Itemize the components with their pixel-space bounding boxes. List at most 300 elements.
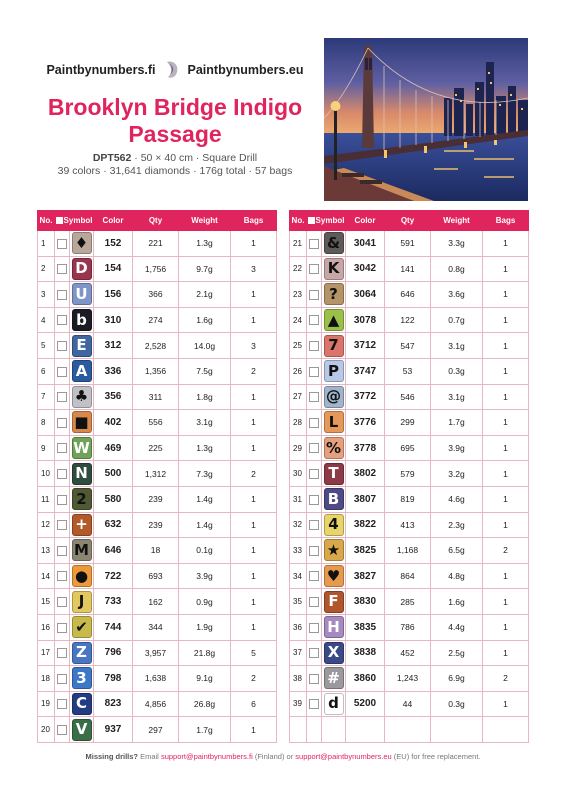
row-checkbox-cell[interactable] <box>55 307 70 333</box>
qty: 556 <box>133 410 179 436</box>
qty: 1,312 <box>133 461 179 487</box>
row-number: 38 <box>290 666 307 692</box>
row-number: 30 <box>290 461 307 487</box>
qty: 1,243 <box>385 666 431 692</box>
weight: 2.5g <box>431 640 483 666</box>
qty: 547 <box>385 333 431 359</box>
color-symbol: d <box>324 693 344 715</box>
table-body <box>38 231 277 743</box>
color-symbol: # <box>324 667 344 689</box>
color-code: 3838 <box>346 640 385 666</box>
qty: 239 <box>133 486 179 512</box>
weight: 3.3g <box>431 231 483 257</box>
row-checkbox[interactable] <box>309 469 319 479</box>
bags: 1 <box>483 691 529 717</box>
row-checkbox-cell[interactable] <box>307 256 322 282</box>
row-checkbox[interactable] <box>57 520 67 530</box>
color-symbol: ♥ <box>324 565 344 587</box>
row-checkbox[interactable] <box>309 443 319 453</box>
row-checkbox-cell[interactable] <box>307 486 322 512</box>
color-code: 3776 <box>346 410 385 436</box>
weight: 0.3g <box>431 691 483 717</box>
symbol-cell <box>70 614 94 640</box>
row-checkbox-cell[interactable] <box>55 640 70 666</box>
qty: 285 <box>385 589 431 615</box>
row-checkbox[interactable] <box>309 597 319 607</box>
row-checkbox[interactable] <box>309 315 319 325</box>
table-row <box>38 435 277 461</box>
row-checkbox-cell[interactable] <box>307 231 322 257</box>
color-symbol: M <box>72 539 92 561</box>
table-row <box>38 410 277 436</box>
bags: 2 <box>231 358 277 384</box>
color-symbol: & <box>324 232 344 254</box>
symbol-cell <box>322 589 346 615</box>
row-checkbox[interactable] <box>57 315 67 325</box>
symbol-cell <box>322 282 346 308</box>
table-row <box>38 512 277 538</box>
row-checkbox[interactable] <box>309 367 319 377</box>
weight: 1.6g <box>179 307 231 333</box>
color-code: 3078 <box>346 307 385 333</box>
bags: 2 <box>231 666 277 692</box>
brand-logo-icon <box>164 60 180 80</box>
row-checkbox-cell[interactable] <box>55 435 70 461</box>
symbol-cell <box>322 512 346 538</box>
table-row <box>290 461 529 487</box>
color-code: 733 <box>94 589 133 615</box>
symbol-cell <box>322 666 346 692</box>
weight: 1.6g <box>431 589 483 615</box>
table-row <box>38 717 277 743</box>
row-checkbox-cell[interactable] <box>55 614 70 640</box>
table-row <box>290 717 529 743</box>
color-code: 312 <box>94 333 133 359</box>
bags: 1 <box>231 589 277 615</box>
row-checkbox[interactable] <box>309 418 319 428</box>
page-title: Brooklyn Bridge Indigo Passage <box>47 94 303 147</box>
row-checkbox[interactable] <box>57 264 67 274</box>
weight: 1.4g <box>179 512 231 538</box>
row-checkbox-cell[interactable] <box>55 538 70 564</box>
symbol-cell <box>322 486 346 512</box>
email-link-fi[interactable]: support@paintbynumbers.fi <box>160 752 253 761</box>
col-weight: Weight <box>431 211 483 231</box>
bags: 1 <box>483 461 529 487</box>
color-table-left <box>37 210 277 743</box>
color-code: 3827 <box>346 563 385 589</box>
bags: 2 <box>483 538 529 564</box>
color-symbol: P <box>324 360 344 382</box>
table-row <box>290 435 529 461</box>
bags: 1 <box>483 231 529 257</box>
table-row <box>38 614 277 640</box>
symbol-cell <box>322 461 346 487</box>
row-checkbox-cell[interactable] <box>55 461 70 487</box>
row-checkbox[interactable] <box>57 597 67 607</box>
qty: 695 <box>385 435 431 461</box>
table-body <box>290 231 529 743</box>
weight: 21.8g <box>179 640 231 666</box>
symbol-cell <box>70 307 94 333</box>
color-code: 152 <box>94 231 133 257</box>
color-symbol: 4 <box>324 514 344 536</box>
symbol-cell <box>322 231 346 257</box>
row-checkbox[interactable] <box>57 648 67 658</box>
qty: 1,356 <box>133 358 179 384</box>
row-checkbox-cell[interactable] <box>307 333 322 359</box>
color-symbol: @ <box>324 386 344 408</box>
brand-row <box>30 60 320 80</box>
table-row <box>38 307 277 333</box>
row-checkbox-cell[interactable] <box>307 640 322 666</box>
weight: 3.1g <box>431 384 483 410</box>
row-number: 19 <box>38 691 55 717</box>
row-checkbox[interactable] <box>309 264 319 274</box>
color-code: 154 <box>94 256 133 282</box>
row-number: 23 <box>290 282 307 308</box>
weight: 2.1g <box>179 282 231 308</box>
color-symbol: B <box>324 488 344 510</box>
row-checkbox[interactable] <box>309 623 319 633</box>
symbol-cell <box>322 717 346 743</box>
table-row <box>290 384 529 410</box>
col-qty: Qty <box>133 211 179 231</box>
row-checkbox[interactable] <box>309 341 319 351</box>
bags: 1 <box>483 435 529 461</box>
qty: 646 <box>385 282 431 308</box>
row-checkbox[interactable] <box>57 392 67 402</box>
color-code: 156 <box>94 282 133 308</box>
bags: 1 <box>483 614 529 640</box>
row-checkbox[interactable] <box>309 571 319 581</box>
symbol-cell <box>322 614 346 640</box>
row-number: 20 <box>38 717 55 743</box>
symbol-cell <box>322 538 346 564</box>
bags: 1 <box>483 333 529 359</box>
row-checkbox-cell[interactable] <box>55 384 70 410</box>
row-checkbox[interactable] <box>309 392 319 402</box>
row-number: 33 <box>290 538 307 564</box>
bags: 1 <box>231 486 277 512</box>
table-row <box>290 691 529 717</box>
row-checkbox-cell[interactable] <box>307 512 322 538</box>
color-code: 937 <box>94 717 133 743</box>
symbol-cell <box>322 563 346 589</box>
row-number: 4 <box>38 307 55 333</box>
row-checkbox-cell[interactable] <box>307 384 322 410</box>
table-row <box>290 666 529 692</box>
qty: 2,528 <box>133 333 179 359</box>
color-code: 722 <box>94 563 133 589</box>
row-checkbox-cell[interactable] <box>55 333 70 359</box>
row-checkbox-cell[interactable] <box>55 410 70 436</box>
row-number: 24 <box>290 307 307 333</box>
col-symbol <box>307 211 346 231</box>
bags: 1 <box>483 282 529 308</box>
color-symbol: X <box>324 642 344 664</box>
table-row <box>290 307 529 333</box>
row-checkbox[interactable] <box>309 520 319 530</box>
row-checkbox-cell[interactable] <box>307 563 322 589</box>
row-number: 21 <box>290 231 307 257</box>
col-no: No. <box>38 211 55 231</box>
row-checkbox[interactable] <box>57 495 67 505</box>
symbol-cell <box>70 589 94 615</box>
product-image <box>324 38 528 201</box>
row-checkbox-cell[interactable] <box>307 435 322 461</box>
symbol-cell <box>70 538 94 564</box>
symbol-cell <box>322 691 346 717</box>
row-number: 37 <box>290 640 307 666</box>
symbol-cell <box>70 666 94 692</box>
symbol-cell <box>70 410 94 436</box>
row-checkbox[interactable] <box>57 239 67 249</box>
color-symbol: U <box>72 283 92 305</box>
col-color: Color <box>94 211 133 231</box>
symbol-cell <box>70 333 94 359</box>
table-row <box>290 563 529 589</box>
qty: 1,638 <box>133 666 179 692</box>
weight: 1.4g <box>179 486 231 512</box>
email-link-eu[interactable]: support@paintbynumbers.eu <box>295 752 392 761</box>
row-number <box>290 717 307 743</box>
color-symbol: A <box>72 360 92 382</box>
brand-fi[interactable]: Paintbynumbers.fi <box>46 63 156 77</box>
table-row <box>38 691 277 717</box>
row-checkbox-cell[interactable] <box>55 691 70 717</box>
row-checkbox-cell[interactable] <box>55 512 70 538</box>
weight: 3.6g <box>431 282 483 308</box>
symbol-cell <box>70 384 94 410</box>
color-code: 3825 <box>346 538 385 564</box>
qty: 579 <box>385 461 431 487</box>
symbol-cell <box>322 410 346 436</box>
table-row <box>38 589 277 615</box>
row-checkbox-cell[interactable] <box>307 282 322 308</box>
row-number: 26 <box>290 358 307 384</box>
row-checkbox-cell[interactable] <box>307 717 322 743</box>
color-code: 646 <box>94 538 133 564</box>
row-checkbox-cell[interactable] <box>307 614 322 640</box>
qty: 591 <box>385 231 431 257</box>
table-row <box>290 589 529 615</box>
row-checkbox-cell[interactable] <box>307 461 322 487</box>
weight: 3.2g <box>431 461 483 487</box>
symbol-cell <box>70 563 94 589</box>
row-checkbox[interactable] <box>309 674 319 684</box>
qty: 1,756 <box>133 256 179 282</box>
row-checkbox-cell[interactable] <box>307 691 322 717</box>
bags: 1 <box>231 231 277 257</box>
color-code: 3042 <box>346 256 385 282</box>
row-checkbox-cell[interactable] <box>55 666 70 692</box>
qty: 693 <box>133 563 179 589</box>
weight <box>431 717 483 743</box>
weight: 14.0g <box>179 333 231 359</box>
table-row <box>38 256 277 282</box>
row-checkbox[interactable] <box>57 290 67 300</box>
weight: 2.3g <box>431 512 483 538</box>
color-code: 823 <box>94 691 133 717</box>
row-checkbox[interactable] <box>309 699 319 709</box>
row-checkbox-cell[interactable] <box>307 589 322 615</box>
symbol-cell <box>322 307 346 333</box>
symbol-cell <box>70 231 94 257</box>
bags: 1 <box>483 384 529 410</box>
symbol-cell <box>70 358 94 384</box>
color-symbol: E <box>72 335 92 357</box>
color-symbol: W <box>72 437 92 459</box>
weight: 9.1g <box>179 666 231 692</box>
row-number: 25 <box>290 333 307 359</box>
symbol-cell <box>70 640 94 666</box>
bags: 2 <box>231 461 277 487</box>
qty: 311 <box>133 384 179 410</box>
symbol-cell <box>322 358 346 384</box>
row-checkbox[interactable] <box>57 699 67 709</box>
table-row <box>290 358 529 384</box>
row-number: 9 <box>38 435 55 461</box>
qty: 1,168 <box>385 538 431 564</box>
row-checkbox[interactable] <box>57 367 67 377</box>
qty: 162 <box>133 589 179 615</box>
row-checkbox-cell[interactable] <box>55 717 70 743</box>
row-checkbox-cell[interactable] <box>307 307 322 333</box>
color-symbol: Z <box>72 642 92 664</box>
table-row <box>290 410 529 436</box>
header-checkbox-icon <box>56 217 63 224</box>
footer-note <box>0 752 566 761</box>
row-checkbox[interactable] <box>57 443 67 453</box>
bags: 6 <box>231 691 277 717</box>
qty: 274 <box>133 307 179 333</box>
color-code: 744 <box>94 614 133 640</box>
weight: 4.4g <box>431 614 483 640</box>
weight: 0.7g <box>431 307 483 333</box>
footer-text-2: (Finland) or <box>252 752 296 761</box>
color-symbol: H <box>324 616 344 638</box>
qty: 864 <box>385 563 431 589</box>
weight: 6.9g <box>431 666 483 692</box>
row-checkbox[interactable] <box>309 290 319 300</box>
weight: 1.9g <box>179 614 231 640</box>
row-checkbox-cell[interactable] <box>307 410 322 436</box>
qty: 53 <box>385 358 431 384</box>
bags: 1 <box>231 538 277 564</box>
qty: 413 <box>385 512 431 538</box>
weight: 26.8g <box>179 691 231 717</box>
row-checkbox[interactable] <box>57 571 67 581</box>
qty: 3,957 <box>133 640 179 666</box>
weight: 6.5g <box>431 538 483 564</box>
row-checkbox[interactable] <box>57 546 67 556</box>
row-checkbox-cell[interactable] <box>55 486 70 512</box>
table-row <box>38 358 277 384</box>
row-checkbox[interactable] <box>309 546 319 556</box>
table-row <box>38 538 277 564</box>
row-checkbox[interactable] <box>57 623 67 633</box>
row-checkbox-cell[interactable] <box>55 256 70 282</box>
color-code: 3772 <box>346 384 385 410</box>
bags: 1 <box>231 307 277 333</box>
color-symbol: % <box>324 437 344 459</box>
color-symbol: ★ <box>324 539 344 561</box>
col-no: No. <box>290 211 307 231</box>
weight: 3.1g <box>431 333 483 359</box>
color-code: 336 <box>94 358 133 384</box>
bags: 1 <box>483 512 529 538</box>
row-checkbox[interactable] <box>57 725 67 735</box>
qty: 225 <box>133 435 179 461</box>
row-number: 17 <box>38 640 55 666</box>
row-checkbox[interactable] <box>309 648 319 658</box>
qty: 4,856 <box>133 691 179 717</box>
qty <box>385 717 431 743</box>
qty: 122 <box>385 307 431 333</box>
color-code: 3778 <box>346 435 385 461</box>
row-checkbox[interactable] <box>57 469 67 479</box>
symbol-cell <box>70 256 94 282</box>
table-row <box>38 640 277 666</box>
color-code: 3747 <box>346 358 385 384</box>
row-checkbox[interactable] <box>57 418 67 428</box>
bags: 1 <box>231 282 277 308</box>
row-checkbox-cell[interactable] <box>55 358 70 384</box>
bags: 1 <box>231 384 277 410</box>
row-checkbox-cell[interactable] <box>307 538 322 564</box>
color-code: 3064 <box>346 282 385 308</box>
brand-eu[interactable]: Paintbynumbers.eu <box>187 63 304 77</box>
row-checkbox-cell[interactable] <box>307 358 322 384</box>
row-checkbox[interactable] <box>309 239 319 249</box>
symbol-cell <box>322 640 346 666</box>
weight: 1.3g <box>179 231 231 257</box>
color-symbol: ▲ <box>324 309 344 331</box>
row-checkbox-cell[interactable] <box>55 282 70 308</box>
row-checkbox[interactable] <box>309 495 319 505</box>
header-checkbox-icon <box>308 217 315 224</box>
row-checkbox-cell[interactable] <box>307 666 322 692</box>
table-row <box>38 384 277 410</box>
row-checkbox-cell[interactable] <box>55 589 70 615</box>
color-code: 3860 <box>346 666 385 692</box>
qty: 819 <box>385 486 431 512</box>
color-symbol: 7 <box>324 335 344 357</box>
color-symbol: ✔ <box>72 616 92 638</box>
color-code: 3835 <box>346 614 385 640</box>
weight: 7.3g <box>179 461 231 487</box>
row-checkbox[interactable] <box>57 341 67 351</box>
bags: 1 <box>231 614 277 640</box>
row-checkbox[interactable] <box>57 674 67 684</box>
qty: 297 <box>133 717 179 743</box>
meta-line-1 <box>30 152 320 165</box>
row-checkbox-cell[interactable] <box>55 231 70 257</box>
color-code: 632 <box>94 512 133 538</box>
color-code: 310 <box>94 307 133 333</box>
row-number: 2 <box>38 256 55 282</box>
color-code: 500 <box>94 461 133 487</box>
color-code: 796 <box>94 640 133 666</box>
row-checkbox-cell[interactable] <box>55 563 70 589</box>
color-code: 356 <box>94 384 133 410</box>
symbol-cell <box>70 691 94 717</box>
bags: 1 <box>483 358 529 384</box>
table-row <box>38 486 277 512</box>
table-row <box>38 461 277 487</box>
weight: 3.9g <box>179 563 231 589</box>
